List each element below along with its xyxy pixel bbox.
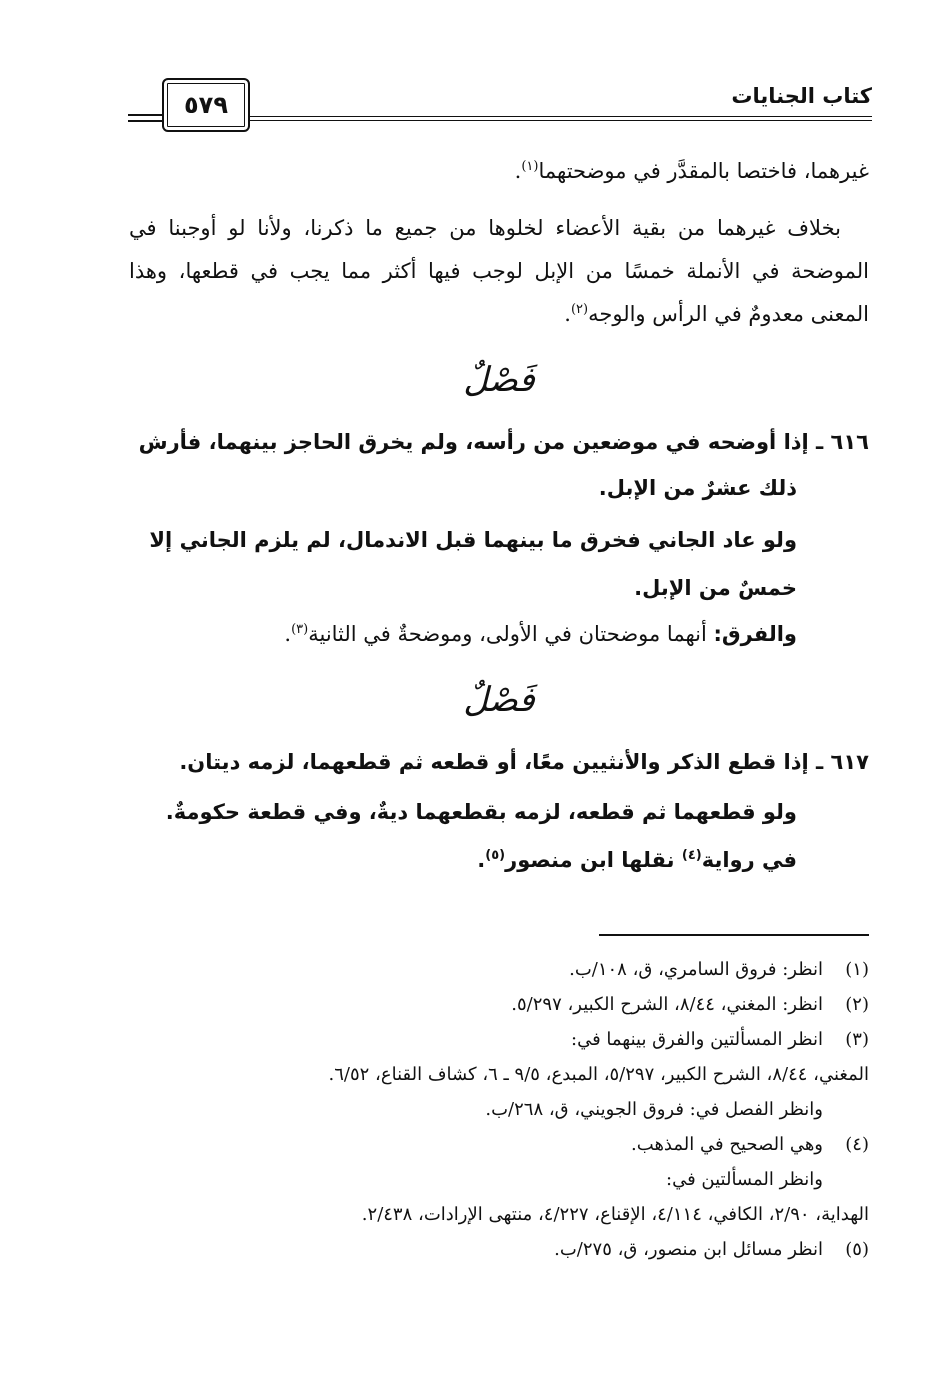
- footnote-2-number: (٢): [845, 994, 869, 1015]
- footnotes: [129, 950, 869, 1265]
- page-number: ٥٧٩: [162, 78, 250, 132]
- footnote-4-text: وهي الصحيح في المذهب.: [631, 1134, 823, 1155]
- masala-617-variant-text-2: نقلها ابن منصور: [505, 848, 682, 872]
- paragraph-1-text: غيرهما، فاختصا بالمقدَّر في موضحتهما: [538, 159, 869, 183]
- masala-616-continuation: ذلك عشرٌ من الإبل.: [598, 476, 797, 500]
- footnote-5-text: انظر مسائل ابن منصور، ق، ٢٧٥/ب.: [554, 1239, 823, 1260]
- main-text: [129, 150, 869, 884]
- masala-617-variant: [129, 788, 869, 884]
- footnote-separator: [599, 934, 869, 936]
- masala-617-end: .: [477, 848, 486, 872]
- footnote-4-number: (٤): [845, 1134, 869, 1155]
- footnote-3-see-also: وانظر الفصل في: فروق الجويني، ق، ٢٦٨/ب.: [485, 1099, 823, 1120]
- footnote-1-text: انظر: فروق السامري، ق، ١٠٨/ب.: [569, 959, 823, 980]
- footnote-4-see: وانظر المسألتين في:: [666, 1169, 823, 1190]
- footnote-1-number: (١): [845, 959, 869, 980]
- difference-text: أنهما موضحتان في الأولى، وموضحةٌ في الثانية: [308, 622, 714, 646]
- paragraph-1: [129, 150, 869, 193]
- header-left-dash: [128, 114, 162, 116]
- masala-616-line: ٦١٦ ـ إذا أوضحه في موضعين من رأسه، ولم يخرق الحاجز بينهما، فأرش: [138, 430, 869, 454]
- masala-617-variant-text: ولو قطعهما ثم قطعه، لزمه بقطعهما ديةٌ، وفي قطعة حكومةٌ. في رواية: [165, 800, 797, 872]
- paragraph-1-end: .: [514, 159, 522, 183]
- footnote-1: [129, 954, 869, 985]
- paragraph-2-text: بخلاف غيرهما من بقية الأعضاء لخلوها من جميع ما ذكرنا، ولأنا لو أوجبنا في الموضحة في الأنملة خمسًا من الإبل لوجب فيها أكثر مما يجب في قطعها، وهذا المعنى معدومٌ في الرأس والوجه: [129, 216, 869, 326]
- footnote-3-sources: المغني، ٨/٤٤، الشرح الكبير، ٥/٢٩٧، المبدع، ٩/٥ ـ ٦، كشاف القناع، ٦/٥٢.: [328, 1064, 869, 1085]
- section-heading-fasl-1: فَصْلٌ: [463, 360, 535, 400]
- footnote-ref-2[interactable]: (٢): [570, 302, 589, 317]
- difference-end: .: [284, 622, 292, 646]
- footnote-ref-5[interactable]: (٥): [485, 848, 506, 863]
- paragraph-2: [129, 207, 869, 336]
- header-rule: [248, 116, 872, 117]
- section-heading-fasl-2: فَصْلٌ: [463, 680, 535, 720]
- masala-616-difference: [129, 612, 869, 656]
- footnote-2-text: انظر: المغني، ٨/٤٤، الشرح الكبير، ٥/٢٩٧.: [511, 994, 823, 1015]
- footnote-ref-1[interactable]: (١): [521, 159, 539, 174]
- footnote-3: [129, 1024, 869, 1055]
- footnote-4: [129, 1129, 869, 1160]
- footnote-4-sources: الهداية، ٢/٩٠، الكافي، ٤/١١٤، الإقناع، ٤/٢٢٧، منتهى الإرادات، ٢/٤٣٨.: [361, 1204, 869, 1225]
- footnote-5: [129, 1234, 869, 1265]
- header-rule-double: [248, 120, 872, 121]
- book-title: كتاب الجنايات: [731, 84, 872, 108]
- footnote-ref-3[interactable]: (٣): [291, 622, 309, 637]
- masala-617-line: ٦١٧ ـ إذا قطع الذكر والأنثيين معًا، أو قطعه ثم قطعهما، لزمه ديتان.: [179, 750, 869, 774]
- header-left-dash-2: [128, 120, 162, 122]
- paragraph-2-end: .: [564, 302, 571, 326]
- page-header: [120, 70, 872, 130]
- footnote-ref-4[interactable]: (٤): [681, 848, 702, 863]
- masala-616-variant: ولو عاد الجاني فخرق ما بينهما قبل الاندمال، لم يلزم الجاني إلا خمسٌ من الإبل.: [149, 528, 797, 600]
- footnote-3-number: (٣): [845, 1029, 869, 1050]
- footnote-2: [129, 989, 869, 1020]
- difference-label: والفرق:: [713, 622, 797, 646]
- footnote-3-intro: انظر المسألتين والفرق بينهما في:: [571, 1029, 823, 1050]
- footnote-5-number: (٥): [845, 1239, 869, 1260]
